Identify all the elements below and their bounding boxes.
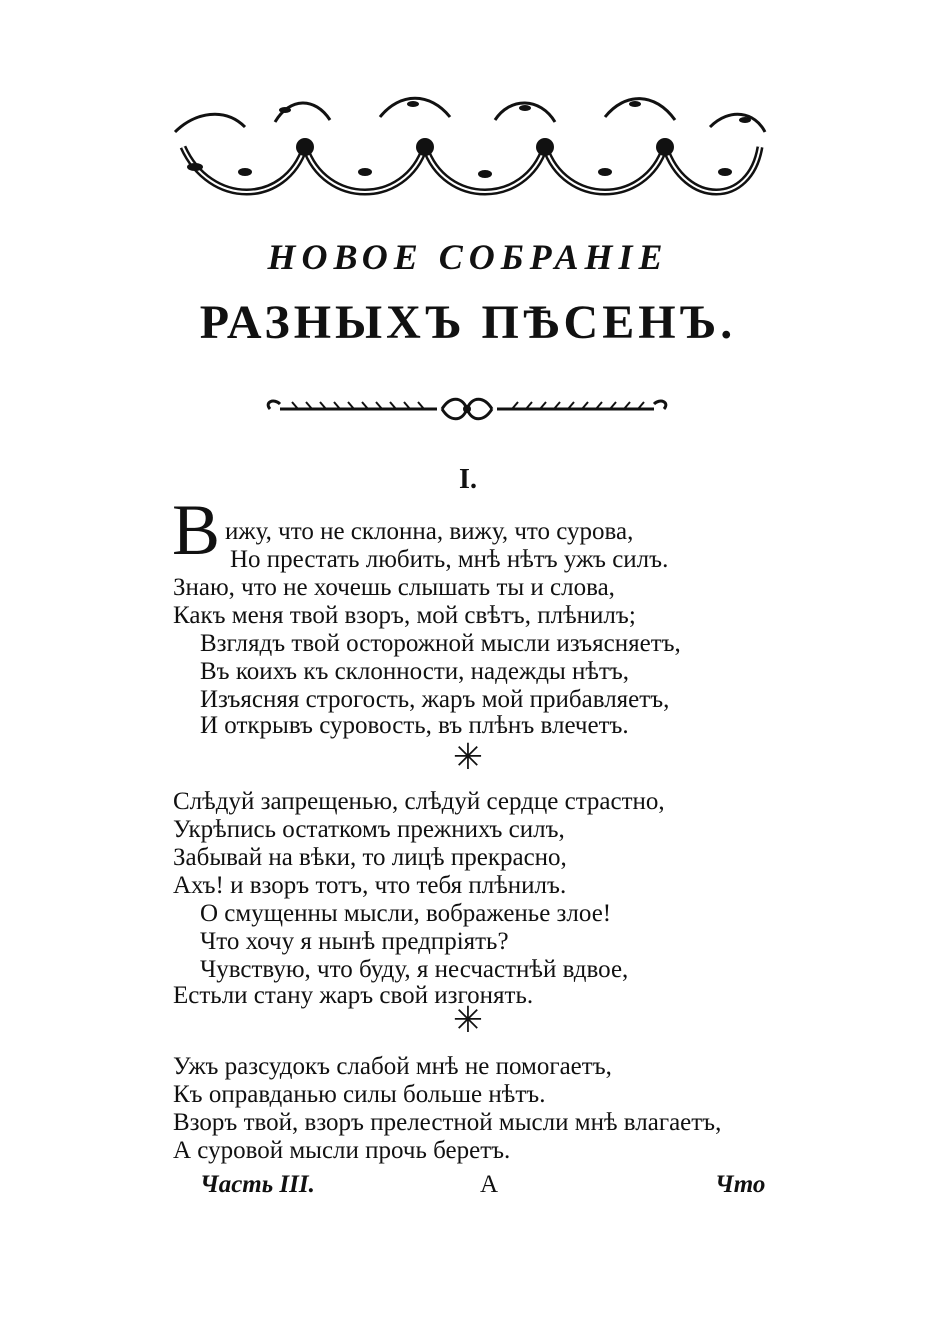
stanza-3-line-1: Ужъ разсудокъ слабой мнѣ не помогаетъ, [173,1053,612,1080]
stanza-2-line-7: Чувствую, что буду, я несчастнѣй вдвое, [200,956,629,983]
stanza-1-line-4: Какъ меня твой взоръ, мой свѣтъ, плѣнилъ; [173,602,636,629]
title-line-2: РАЗНЫХЪ ПѢСЕНЪ. [199,296,737,349]
stanza-3-line-4: А суровой мысли прочь беретъ. [173,1137,511,1164]
ornamental-rule [262,392,672,426]
stanza-1-line-1: ижу, что не склонна, вижу, что сурова, [225,518,634,545]
drop-cap: В [172,490,221,570]
stanza-1-line-6: Въ коихъ къ склонности, надежды нѣтъ, [200,658,630,685]
stanza-2-line-4: Ахъ! и взоръ тотъ, что тебя плѣнилъ. [173,872,567,899]
stanza-2-line-3: Забывай на вѣки, то лицѣ прекрасно, [173,844,567,871]
stanza-2-line-8: Естьли стану жаръ свой изгонять. [173,982,534,1009]
stanza-2-line-5: О смущенны мысли, вображенье злое! [200,900,612,927]
stanza-1-line-8: И открывъ суровость, въ плѣнъ влечетъ. [200,712,629,739]
song-number: I. [459,464,477,495]
stanza-2-line-2: Укрѣпись остаткомъ прежнихъ силъ, [173,816,565,843]
signature-mark: А [480,1171,499,1198]
title-line-1: НОВОЕ СОБРАНІЕ [267,237,669,277]
stanza-1-line-2: Но престать любить, мнѣ нѣтъ ужъ силъ. [230,546,669,573]
stanza-2-line-6: Что хочу я нынѣ предпріять? [200,928,509,955]
part-label: Часть III. [200,1171,315,1198]
stanza-3-line-3: Взоръ твой, взоръ прелестной мысли мнѣ влагаетъ, [173,1109,722,1136]
stanza-1-line-3: Знаю, что не хочешь слышать ты и слова, [173,574,615,601]
asterism-1: ✳ [452,737,484,778]
stanza-2-line-1: Слѣдуй запрещенью, слѣдуй сердце страстно, [173,788,665,815]
stanza-1-line-7: Изъясняя строгость, жаръ мой прибавляетъ, [200,686,670,713]
asterism-2: ✳ [452,1000,484,1041]
ornamental-headpiece [165,92,770,202]
stanza-1-line-5: Взглядъ твой осторожной мысли изъясняетъ, [200,630,681,657]
stanza-3-line-2: Къ оправданью силы больше нѣтъ. [173,1081,546,1108]
catchword: Что [715,1171,766,1198]
